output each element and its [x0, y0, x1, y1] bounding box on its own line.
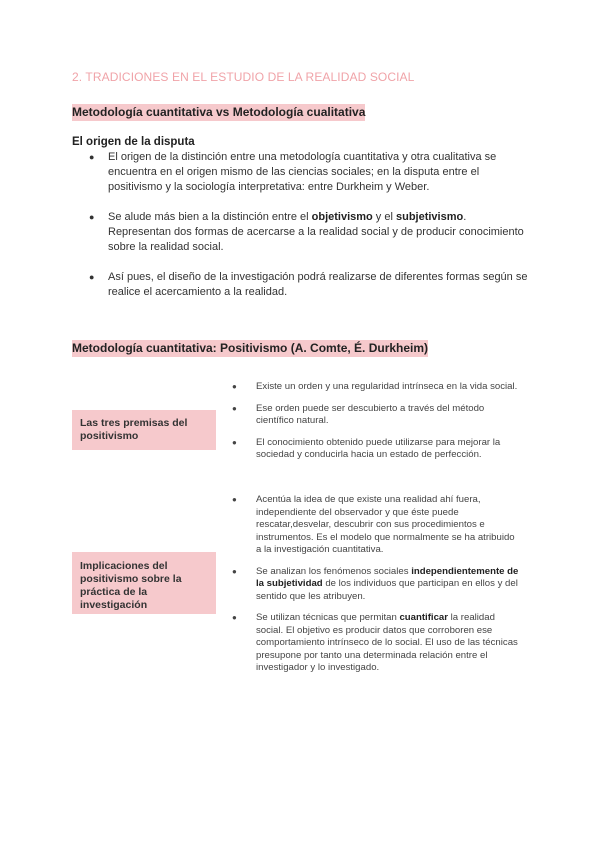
list-item: ● Se analizan los fenómenos sociales independientemente de la subjetividad de los individuos que participan en ellos y del sentido que les atribuyen.	[232, 565, 519, 602]
list-implicaciones	[232, 494, 522, 675]
list-item: ● Acentúa la idea de que existe una realidad ahí fuera, independiente del observador y que éste puede rescatar,desvelar, descubrir con sus procedimientos e instrumentos. Es el modelo que normalmente se ha atribuido a la investigación cuantitativa.	[232, 494, 515, 555]
box-implicaciones: Implicaciones del positivismo sobre la práctica de la investigación	[72, 552, 216, 614]
list-item: ● El origen de la distinción entre una metodología cuantitativa y otra cualitativa se encuentra en el origen mismo de las ciencias sociales; en la disputa entre el positivismo y la sociología interpretativa: entre Durkheim y Weber.	[89, 151, 497, 193]
bullet-icon: ●	[232, 403, 237, 413]
list-premisas	[232, 381, 522, 462]
bullet-list-origen	[72, 150, 532, 300]
bullet-icon: ●	[232, 613, 237, 622]
heading-positivismo: Metodología cuantitativa: Positivismo (A. Comte, É. Durkheim)	[72, 341, 429, 355]
bold-objetivismo: objetivismo	[311, 211, 373, 223]
subheading-origen-disputa: El origen de la disputa	[72, 136, 195, 148]
bullet-icon: ●	[89, 152, 95, 162]
list-item: ● Así pues, el diseño de la investigación podrá realizarse de diferentes formas según se realice el acercamiento a la realidad.	[89, 271, 528, 298]
bullet-icon: ●	[89, 212, 95, 222]
bold-subjetivismo: subjetivismo	[395, 211, 464, 223]
box-tres-premisas: Las tres premisas del positivismo	[72, 410, 216, 450]
list-item: ● El conocimiento obtenido puede utilizarse para mejorar la sociedad y conducirla hacia un estado de perfección.	[232, 436, 501, 460]
list-item: ● Existe un orden y una regularidad intrínseca en la vida social.	[232, 381, 518, 392]
section-title: 2. TRADICIONES EN EL ESTUDIO DE LA REALIDAD SOCIAL	[72, 70, 415, 84]
list-item: ● Ese orden puede ser descubierto a través del método científico natural.	[232, 402, 485, 426]
list-item: ● Se alude más bien a la distinción entre el objetivismo y el subjetivismo. Representan dos formas de acercarse a la realidad social y de producir conocimiento sobre la realidad social.	[89, 211, 524, 253]
bullet-icon: ●	[89, 272, 95, 282]
heading-cuantitativa-vs-cualitativa: Metodología cuantitativa vs Metodología cualitativa	[72, 105, 366, 119]
list-item: ● Se utilizan técnicas que permitan cuantificar la realidad social. El objetivo es producir datos que corroboren ese comportamiento intrínseco de lo social. El uso de las técnicas presupone por tanto una determinada relación entre el investigador y lo investigado.	[232, 612, 518, 673]
bold-cuantificar: cuantificar	[399, 612, 448, 623]
bold-independientemente: independientemente de la subjetividad	[256, 565, 519, 589]
bullet-icon: ●	[232, 437, 237, 447]
bullet-icon: ●	[232, 382, 237, 391]
bullet-icon: ●	[232, 566, 237, 576]
bullet-icon: ●	[232, 495, 237, 504]
